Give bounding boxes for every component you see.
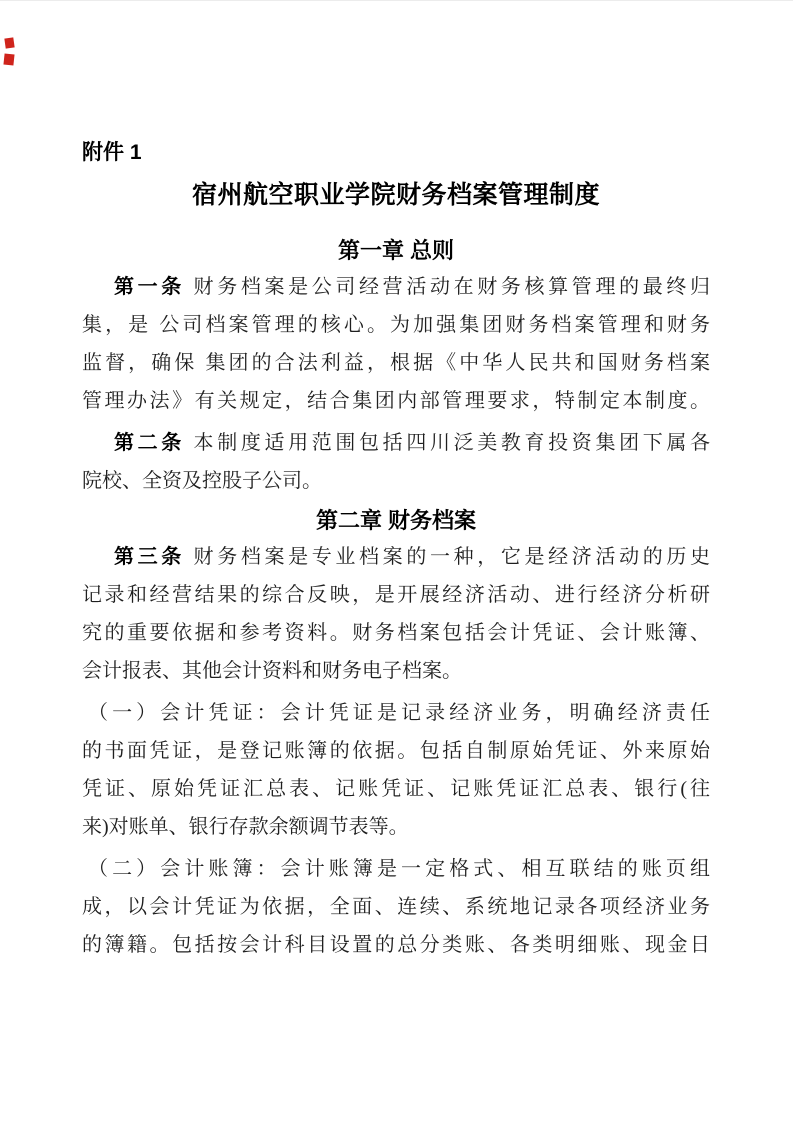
- attachment-label: 附件 1: [82, 141, 142, 164]
- text-line: 的簿籍。包括按会计科目设置的总分类账、各类明细账、现金日: [82, 934, 710, 956]
- text-line: 来)对账单、银行存款余额调节表等。: [82, 816, 409, 838]
- text-line: 的书面凭证，是登记账簿的依据。包括自制原始凭证、外来原始: [82, 740, 710, 762]
- text-line: （一）会计凭证：会计凭证是记录经济业务，明确经济责任: [88, 702, 710, 724]
- text-line: 成，以会计凭证为依据，全面、连续、系统地记录各项经济业务: [82, 896, 710, 918]
- article-number: 第一条: [114, 276, 185, 298]
- chapter-heading: 第一章 总则: [337, 238, 455, 263]
- text-line: 第三条 财务档案是专业档案的一种，它是经济活动的历史: [114, 546, 711, 568]
- document-content: [0, 1, 793, 964]
- paragraph: [82, 268, 710, 420]
- text-line: 记录和经营结果的综合反映，是开展经济活动、进行经济分析研: [82, 584, 710, 606]
- text-line: 第一条 财务档案是公司经营活动在财务核算管理的最终归: [114, 276, 711, 298]
- text-line: 究的重要依据和参考资料。财务档案包括会计凭证、会计账簿、: [82, 622, 710, 644]
- text-line: 会计报表、其他会计资料和财务电子档案。: [82, 660, 462, 682]
- article-number: 第三条: [114, 546, 185, 568]
- chapter-heading: 第二章 财务档案: [315, 508, 477, 533]
- red-ink-mark: [3, 54, 14, 66]
- text-line: 第二条 本制度适用范围包括四川泛美教育投资集团下属各: [114, 432, 711, 454]
- red-ink-mark: [4, 37, 14, 48]
- text-line: 集，是 公司档案管理的核心。为加强集团财务档案管理和财务: [82, 314, 710, 336]
- paragraph: [82, 694, 710, 846]
- text-line: （二）会计账簿：会计账簿是一定格式、相互联结的账页组: [88, 858, 710, 880]
- document-title: 宿州航空职业学院财务档案管理制度: [191, 181, 600, 209]
- document-body: [82, 238, 710, 964]
- paragraph: [82, 850, 710, 964]
- text-line: 管理办法》有关规定，结合集团内部管理要求，特制定本制度。: [82, 390, 710, 412]
- text-line: 凭证、原始凭证汇总表、记账凭证、记账凭证汇总表、银行(往: [82, 778, 710, 800]
- paragraph: [82, 424, 710, 500]
- paragraph: [82, 538, 710, 690]
- text-line: 院校、全资及控股子公司。: [82, 470, 322, 492]
- text-line: 监督，确保 集团的合法利益，根据《中华人民共和国财务档案: [82, 352, 710, 374]
- article-number: 第二条: [114, 432, 185, 454]
